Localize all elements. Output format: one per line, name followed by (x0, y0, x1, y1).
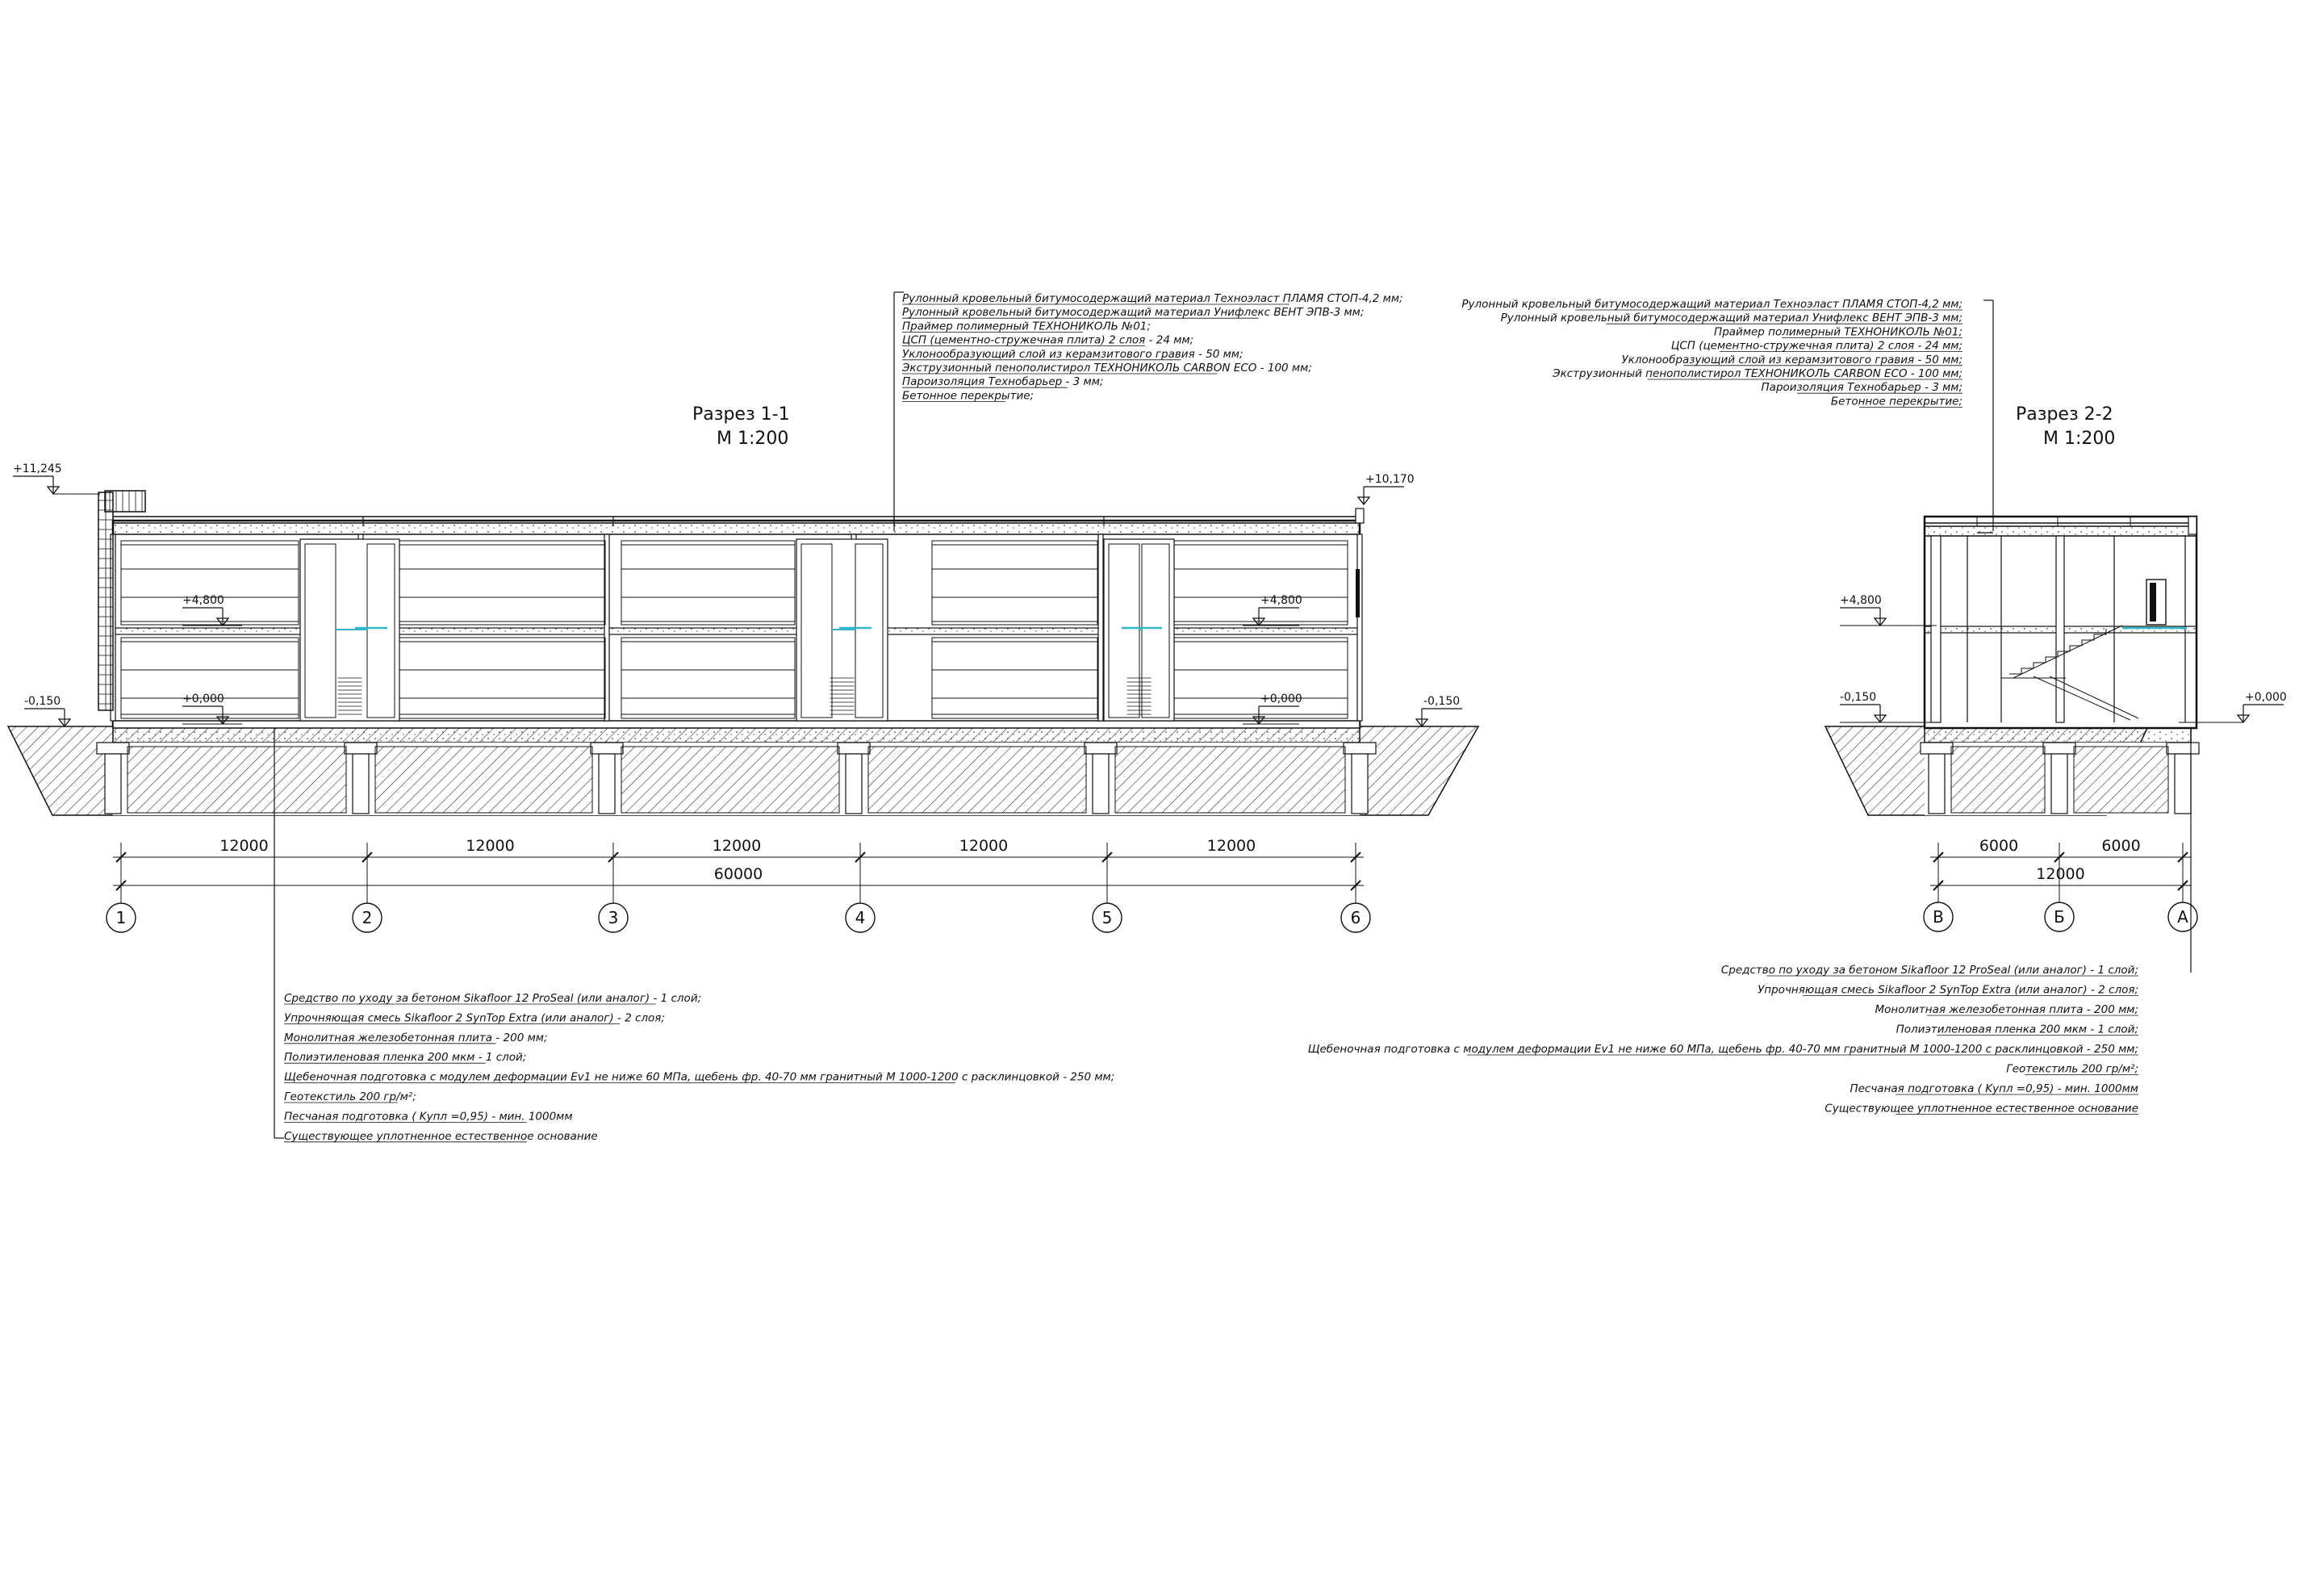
axis-bubbles-2 (1924, 885, 2197, 931)
section_1-roof_notes-0: Рулонный кровельный битумосодержащий материал Техноэласт ПЛАМЯ СТОП-4,2 мм; (902, 292, 1403, 305)
axis-А: А (2177, 907, 2188, 927)
section_2-roof_notes-4: Уклонообразующий слой из керамзитового гравия - 50 мм; (1621, 353, 1962, 366)
dim1-span-1: 12000 (219, 837, 269, 855)
section-2-title: Разрез 2-2 (2016, 404, 2113, 425)
level-mid-left-1: +4,800 (182, 594, 224, 607)
axis-В: В (1933, 907, 1944, 927)
section_2-roof_notes-2: Праймер полимерный ТЕХНОНИКОЛЬ №01; (1714, 325, 1962, 339)
level-mid-right-1: +4,800 (1260, 594, 1302, 607)
level-zero-right-2: +0,000 (2245, 691, 2287, 704)
section_1-floor_notes-7: Существующее уплотненное естественное основание (284, 1129, 598, 1143)
dim1-span-3: 12000 (712, 837, 762, 855)
section_1-floor_notes-4: Щебеночная подготовка с модулем деформации Ev1 не ниже 60 МПа, щебень фр. 40-70 мм гранитный М 1000-1200 с расклинцовкой - 250 мм; (284, 1070, 1115, 1084)
section_2-roof_notes-1: Рулонный кровельный битумосодержащий материал Унифлекс ВЕНТ ЭПВ-3 мм; (1500, 312, 1962, 325)
dim1-span-2: 12000 (466, 837, 515, 855)
section-1-scale: М 1:200 (717, 429, 789, 449)
dim1-span-5: 12000 (1206, 837, 1256, 855)
level-zero-left-1: +0,000 (182, 693, 224, 705)
section-2-scale: М 1:200 (2043, 429, 2116, 449)
section_1-roof_notes-6: Пароизоляция Технобарьер - 3 мм; (902, 375, 1104, 389)
dim2-total: 12000 (2036, 865, 2085, 883)
axis-4: 4 (855, 908, 866, 927)
level-mid-left-2: +4,800 (1840, 594, 1882, 607)
axis-2: 2 (362, 908, 373, 927)
dim2-span-1: 6000 (1979, 837, 2019, 855)
section-2-drawing (1825, 517, 2199, 815)
ground-slab-1 (113, 721, 1360, 728)
foundation-1 (113, 726, 1360, 743)
section_1-roof_notes-2: Праймер полимерный ТЕХНОНИКОЛЬ №01; (902, 320, 1151, 333)
section_1-roof_notes-4: Уклонообразующий слой из керамзитового гравия - 50 мм; (902, 347, 1244, 361)
section_1-floor_notes-2: Монолитная железобетонная плита - 200 мм; (284, 1031, 548, 1044)
section_2-roof_notes-5: Экструзионный пенополистирол ТЕХНОНИКОЛЬ CARBON ECO - 100 мм; (1553, 367, 1962, 380)
level-ground-right-1: -0,150 (1423, 695, 1461, 708)
dimensions-2 (1930, 837, 2191, 902)
axis-5: 5 (1101, 908, 1113, 927)
level-zero-right-1: +0,000 (1260, 693, 1302, 705)
dim1-span-4: 12000 (959, 837, 1009, 855)
section_2-roof_notes-0: Рулонный кровельный битумосодержащий материал Техноэласт ПЛАМЯ СТОП-4,2 мм; (1461, 298, 1962, 311)
section-1-title: Разрез 1-1 (692, 404, 790, 425)
axis-1: 1 (115, 908, 127, 927)
section_2-floor_notes-6: Песчаная подготовка ( Kупл =0,95) - мин. 1000мм (1850, 1082, 2138, 1095)
dim2-span-2: 6000 (2101, 837, 2141, 855)
section_2-roof_notes-7: Бетонное перекрытие; (1830, 395, 1962, 408)
section_2-floor_notes-5: Геотекстиль 200 гр/м²; (2006, 1062, 2138, 1076)
level-ground-left-2: -0,150 (1840, 691, 1877, 704)
footings-1 (97, 743, 1376, 814)
axis-3: 3 (608, 908, 619, 927)
section-1-drawing (8, 491, 1478, 815)
section_2-floor_notes-0: Средство по уходу за бетоном Sikafloor 12 ProSeal (или аналог) - 1 слой; (1720, 964, 2138, 977)
roof-slab-1 (113, 523, 1360, 534)
section_1-floor_notes-5: Геотекстиль 200 гр/м²; (284, 1090, 416, 1103)
level-top-right-1: +10,170 (1365, 473, 1415, 486)
section_1-floor_notes-0: Средство по уходу за бетоном Sikafloor 12 ProSeal (или аналог) - 1 слой; (284, 992, 702, 1005)
level-top-left-1: +11,245 (13, 462, 62, 475)
level-ground-left-1: -0,150 (24, 695, 61, 708)
section_1-floor_notes-6: Песчаная подготовка ( Kупл =0,95) - мин. 1000мм (284, 1110, 573, 1124)
section_1-floor_notes-1: Упрочняющая смесь Sikafloor 2 SynTop Extra (или аналог) - 2 слоя; (284, 1011, 665, 1025)
axis-bubbles-1 (107, 885, 1370, 932)
section_2-roof_notes-3: ЦСП (цементно-стружечная плита) 2 слоя - 24 мм; (1670, 339, 1962, 353)
section_1-roof_notes-7: Бетонное перекрытие; (902, 389, 1035, 403)
section_1-roof_notes-1: Рулонный кровельный битумосодержащий материал Унифлекс ВЕНТ ЭПВ-3 мм; (902, 306, 1365, 320)
section_2-floor_notes-2: Монолитная железобетонная плита - 200 мм; (1875, 1003, 2138, 1016)
section_2-floor_notes-4: Щебеночная подготовка с модулем деформации Ev1 не ниже 60 МПа, щебень фр. 40-70 мм гранитный М 1000-1200 с расклинцовкой - 250 мм; (1307, 1043, 2138, 1056)
dim1-total: 60000 (713, 865, 763, 883)
axis-Б: Б (2054, 907, 2065, 927)
footings-2 (1921, 743, 2199, 814)
section_2-roof_notes-6: Пароизоляция Технобарьер - 3 мм; (1761, 381, 1962, 395)
dimensions-1 (113, 837, 1364, 902)
section_1-roof_notes-5: Экструзионный пенополистирол ТЕХНОНИКОЛЬ CARBON ECO - 100 мм; (902, 362, 1312, 375)
section_2-floor_notes-1: Упрочняющая смесь Sikafloor 2 SynTop Extra (или аналог) - 2 слоя; (1758, 983, 2138, 997)
section_2-floor_notes-3: Полиэтиленовая пленка 200 мкм - 1 слой; (1896, 1023, 2138, 1036)
section_1-roof_notes-3: ЦСП (цементно-стружечная плита) 2 слоя - 24 мм; (902, 333, 1194, 347)
axis-6: 6 (1350, 908, 1361, 927)
section_1-floor_notes-3: Полиэтиленовая пленка 200 мкм - 1 слой; (284, 1051, 527, 1065)
section_2-floor_notes-7: Существующее уплотненное естественное основание (1825, 1102, 2138, 1115)
